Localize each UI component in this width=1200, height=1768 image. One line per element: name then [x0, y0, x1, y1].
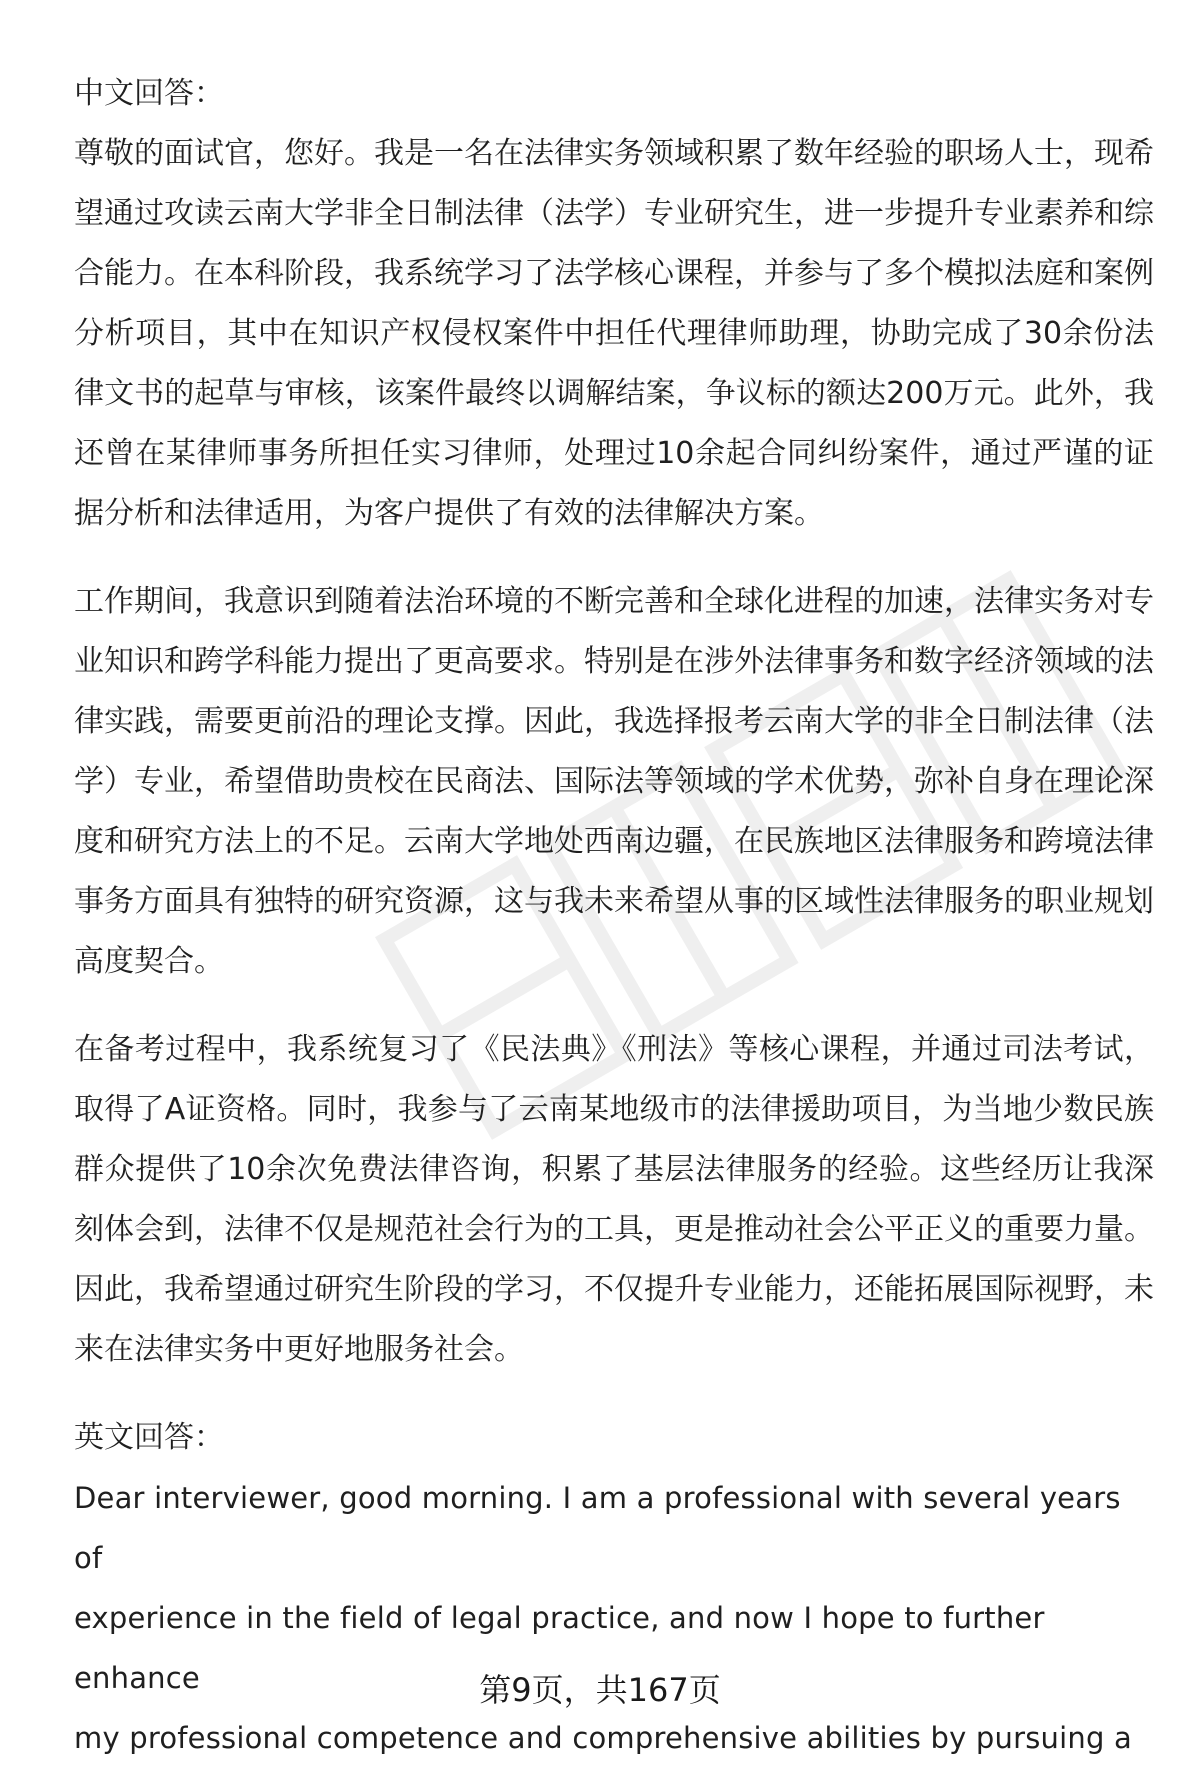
- chinese-paragraph-2: 工作期间，我意识到随着法治环境的不断完善和全球化进程的加速，法律实务对专业知识和跨学科能力提出了更高要求。特别是在涉外法律事务和数字经济领域的法律实践，需要更前沿的理论支撑。因此，我选择报考云南大学的非全日制法律（法学）专业，希望借助贵校在民商法、国际法等领域的学术优势，弥补自身在理论深度和研究方法上的不足。云南大学地处西南边疆，在民族地区法律服务和跨境法律事务方面具有独特的研究资源，这与我未来希望从事的区域性法律服务的职业规划高度契合。: [74, 584, 1154, 979]
- english-line-3: my professional competence and comprehensive abilities by pursuing a: [74, 1721, 1132, 1755]
- english-answer-heading: 英文回答：: [74, 1420, 224, 1455]
- english-line-2: experience in the field of legal practice, and now I hope to further enhance: [74, 1601, 1045, 1695]
- chinese-answer-heading: 中文回答：: [74, 76, 224, 111]
- page-number-footer: 第9页，共167页: [479, 1671, 721, 1709]
- chinese-paragraph-1: 尊敬的面试官，您好。我是一名在法律实务领域积累了数年经验的职场人士，现希望通过攻读云南大学非全日制法律（法学）专业研究生，进一步提升专业素养和综合能力。在本科阶段，我系统学习了法学核心课程，并参与了多个模拟法庭和案例分析项目，其中在知识产权侵权案件中担任代理律师助理，协助完成了30余份法律文书的起草与审核，该案件最终以调解结案，争议标的额达200万元。此外，我还曾在某律师事务所担任实习律师，处理过10余起合同纠纷案件，通过严谨的证据分析和法律适用，为客户提供了有效的法律解决方案。: [74, 136, 1154, 531]
- document-page: [74, 64, 1154, 1768]
- english-line-1: Dear interviewer, good morning. I am a professional with several years of: [74, 1481, 1121, 1575]
- chinese-paragraph-3: 在备考过程中，我系统复习了《民法典》《刑法》等核心课程，并通过司法考试，取得了A证资格。同时，我参与了云南某地级市的法律援助项目，为当地少数民族群众提供了10余次免费法律咨询，积累了基层法律服务的经验。这些经历让我深刻体会到，法律不仅是规范社会行为的工具，更是推动社会公平正义的重要力量。因此，我希望通过研究生阶段的学习，不仅提升专业能力，还能拓展国际视野，未来在法律实务中更好地服务社会。: [74, 1032, 1154, 1367]
